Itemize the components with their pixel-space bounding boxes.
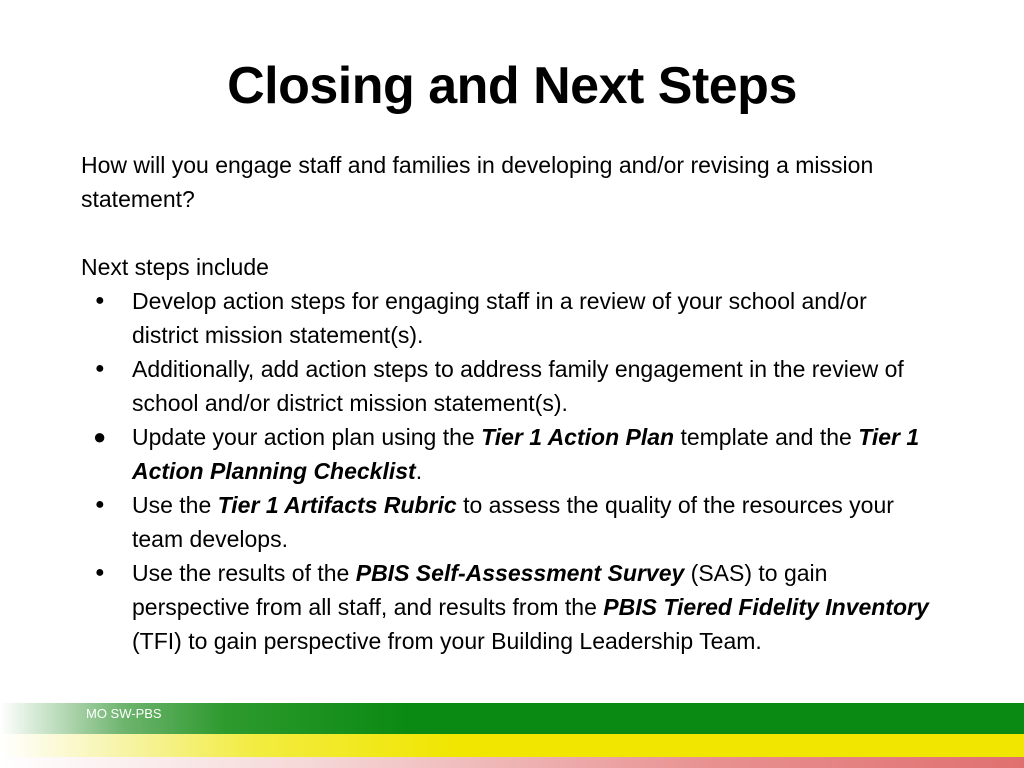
question-text: How will you engage staff and families in developing and/or revising a mission statement?: [81, 152, 874, 212]
next-steps-heading: Next steps include: [81, 254, 269, 280]
bullet-text: Develop action steps for engaging staff in a review of your school and/or district mission statement(s).: [132, 288, 867, 348]
list-item: [81, 420, 931, 488]
bullet-text: Use the results of the: [132, 560, 356, 586]
slide-title: Closing and Next Steps: [227, 57, 797, 115]
bullet-text: (TFI) to gain perspective from your Building Leadership Team.: [132, 628, 762, 654]
bullet-text: Use the: [132, 492, 218, 518]
bullet-text: to assess the quality of the resources your team develops.: [132, 492, 894, 552]
bullet-text: template and the: [674, 424, 859, 450]
bullet-text: Additionally, add action steps to address family engagement in the review of school and/or district mission statement(s).: [132, 356, 904, 416]
list-item: [81, 284, 931, 352]
footer-bands: [0, 703, 1024, 768]
tier1-action-plan-ref: Tier 1 Action Plan: [481, 424, 675, 450]
list-item: [81, 352, 931, 420]
bullet-icon: ●: [95, 292, 105, 309]
slide-content: [81, 148, 931, 658]
bullet-icon: ●: [95, 360, 105, 377]
bullet-icon: ●: [93, 424, 107, 449]
list-item: [81, 488, 931, 556]
list-item: [81, 556, 931, 658]
bullet-text: Update your action plan using the: [132, 424, 482, 450]
tier1-checklist-ref: Tier 1 Action Planning Checklist: [132, 424, 920, 484]
footer-label: MO SW-PBS: [86, 706, 162, 721]
sas-survey-ref: PBIS Self-Assessment Survey: [355, 560, 685, 586]
artifacts-rubric-ref: Tier 1 Artifacts Rubric: [217, 492, 457, 518]
bullet-text: .: [415, 458, 423, 484]
bullet-icon: ●: [95, 496, 105, 513]
spacer: [81, 216, 931, 250]
tfi-inventory-ref: PBIS Tiered Fidelity Inventory: [603, 594, 929, 620]
next-steps-list: [81, 284, 931, 658]
bullet-icon: ●: [95, 564, 105, 581]
footer-pink-band: [0, 757, 1024, 768]
footer-yellow-band: [0, 734, 1024, 757]
bullet-text: (SAS) to gain perspective from all staff, and results from the: [132, 560, 828, 620]
